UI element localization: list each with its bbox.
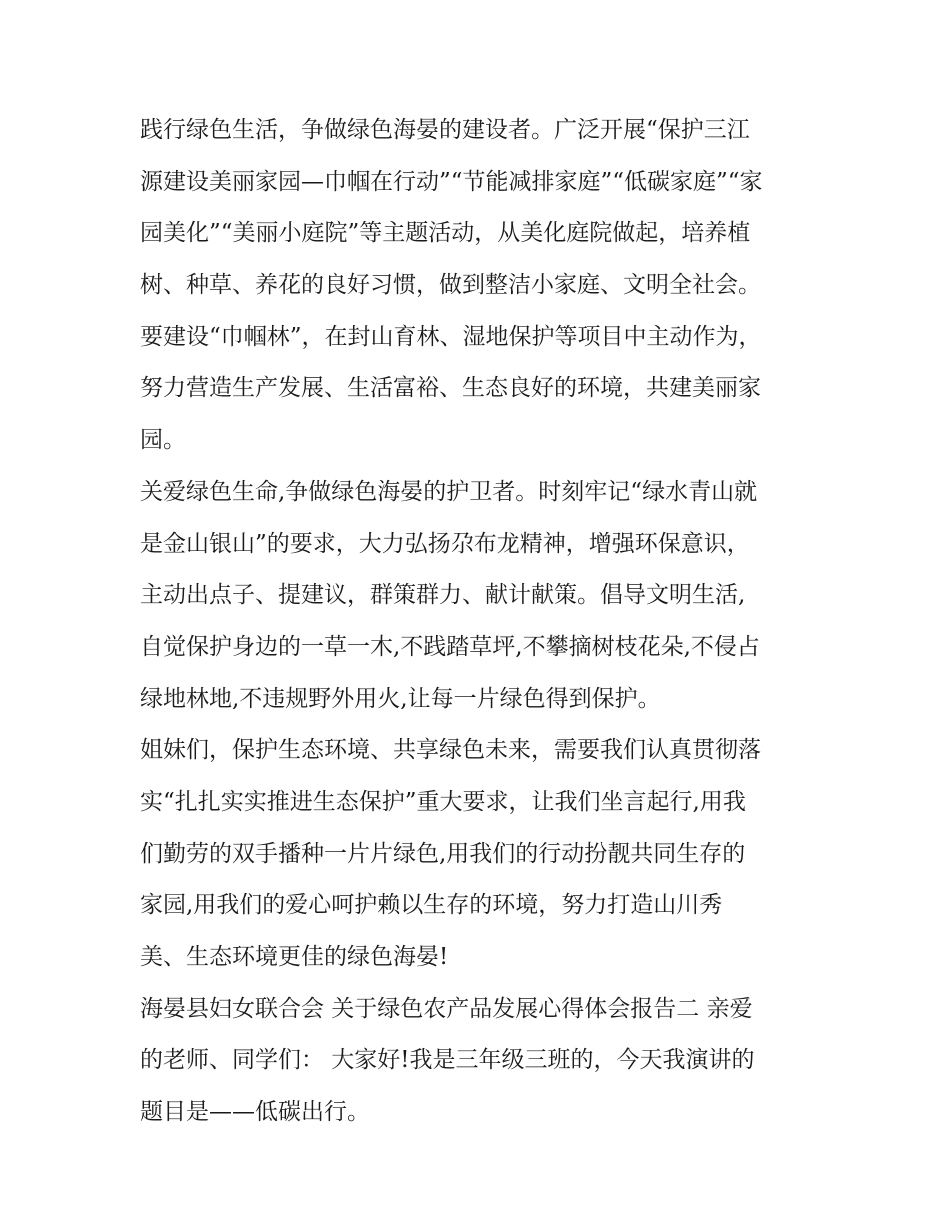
- text-line: 姐妹们，保护生态环境、共享绿色未来，需要我们认真贯彻落: [140, 737, 761, 764]
- text-line: 关爱绿色生命,争做绿色海晏的护卫者。时刻牢记“绿水青山就: [140, 478, 758, 505]
- text-line: 题目是——低碳出行。: [140, 1099, 370, 1126]
- text-line: 绿地林地,不违规野外用火,让每一片绿色得到保护。: [140, 685, 661, 712]
- text-line: 园美化”“美丽小庭院”等主题活动，从美化庭院做起，培养植: [140, 220, 751, 247]
- text-line: 主动出点子、提建议，群策群力、献计献策。倡导文明生活,: [140, 582, 746, 609]
- text-line: 们勤劳的双手播种一片片绿色,用我们的行动扮靓共同生存的: [140, 840, 746, 867]
- text-line: 努力营造生产发展、生活富裕、生态良好的环境，共建美丽家: [140, 375, 761, 402]
- text-line: 是金山银山”的要求，大力弘扬尕布龙精神，增强环保意识，: [140, 530, 750, 557]
- text-line: 海晏县妇女联合会 关于绿色农产品发展心得体会报告二 亲爱: [140, 995, 753, 1022]
- document-body: [140, 105, 840, 1139]
- text-line: 的老师、同学们： 大家好!我是三年级三班的，今天我演讲的: [140, 1047, 755, 1074]
- text-line: 要建设“巾帼林”，在封山育林、湿地保护等项目中主动作为，: [140, 323, 762, 350]
- text-line: 园。: [140, 427, 186, 454]
- text-line: 美、生态环境更佳的绿色海晏!: [140, 944, 449, 970]
- text-line: 树、种草、养花的良好习惯，做到整洁小家庭、文明全社会。: [140, 272, 761, 299]
- text-line: 实“扎扎实实推进生态保护”重大要求，让我们坐言起行,用我: [140, 788, 746, 815]
- text-line: 践行绿色生活，争做绿色海晏的建设者。广泛开展“保护三江: [140, 117, 750, 143]
- text-line: 源建设美丽家园—巾帼在行动”“节能减排家庭”“低碳家庭”“家: [140, 168, 763, 195]
- text-line: 家园,用我们的爱心呵护赖以生存的环境，努力打造山川秀: [140, 892, 723, 919]
- text-line: 自觉保护身边的一草一木,不践踏草坪,不攀摘树枝花朵,不侵占: [140, 633, 760, 660]
